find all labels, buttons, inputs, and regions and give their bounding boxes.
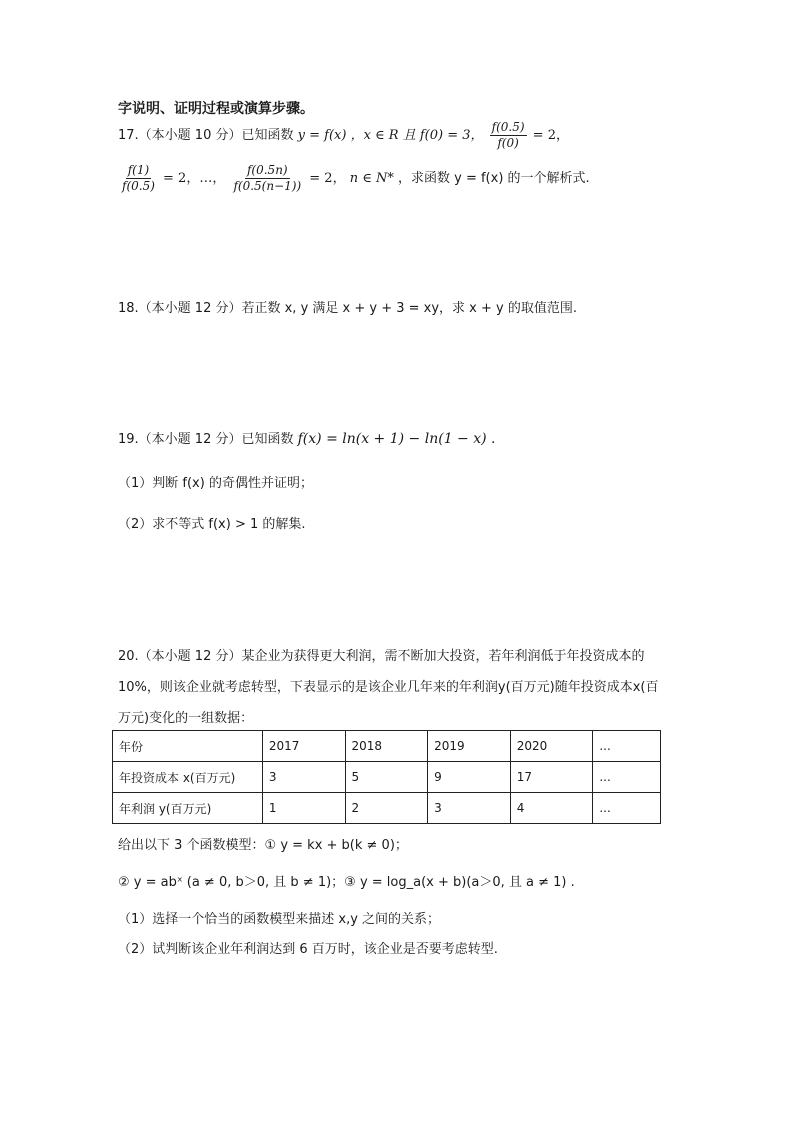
- table-cell: ...: [593, 731, 661, 762]
- question-18: 18.（本小题 12 分）若正数 x, y 满足 x + y + 3 = xy，求 x + y 的取值范围.: [118, 301, 577, 316]
- table-cell: ...: [593, 762, 661, 793]
- q17-eq1: = 2，: [532, 128, 569, 143]
- question-20-line2: 10%，则该企业就考虑转型，下表显示的是该企业几年来的年利润y(百万元)随年投资成本x(百: [118, 680, 659, 695]
- q17-frac3-num: f(0.5n): [246, 163, 288, 177]
- q17-eq3: = 2，: [309, 171, 346, 186]
- q17-frac2: [120, 163, 157, 194]
- table-cell: 2020: [510, 731, 593, 762]
- table-cell: 年投资成本 x(百万元): [113, 762, 263, 793]
- table-row: [113, 731, 661, 762]
- question-19-part2: （2）求不等式 f(x) > 1 的解集.: [118, 517, 306, 532]
- q17-tail: ，求函数 y = f(x) 的一个解析式.: [398, 171, 590, 186]
- question-20-part1: （1）选择一个恰当的函数模型来描述 x,y 之间的关系；: [118, 912, 441, 927]
- table-cell: 4: [510, 793, 593, 824]
- section-heading: 字说明、证明过程或演算步骤。: [118, 101, 314, 117]
- q17-frac3-den: f(0.5(n−1)): [233, 179, 302, 193]
- table-cell: 年份: [113, 731, 263, 762]
- q17-frac2-den: f(0.5): [122, 179, 155, 193]
- q17-frac2-num: f(1): [127, 163, 150, 177]
- table-cell: 2: [345, 793, 428, 824]
- question-19-line1: [118, 428, 496, 447]
- q17-func: y = f(x): [297, 128, 347, 143]
- table-cell: ...: [593, 793, 661, 824]
- table-cell: 2017: [262, 731, 345, 762]
- q19-func: f(x) = ln(x + 1) − ln(1 − x) .: [297, 431, 496, 447]
- table-cell: 2018: [345, 731, 428, 762]
- q17-cond2: n ∈ N*: [349, 171, 394, 186]
- table-cell: 17: [510, 762, 593, 793]
- question-20-models-line2: ② y = abˣ (a ≠ 0, b＞0, 且 b ≠ 1)；③ y = log_a(x + b)(a＞0, 且 a ≠ 1) .: [118, 875, 575, 890]
- table-cell: 年利润 y(百万元): [113, 793, 263, 824]
- table-cell: 9: [428, 762, 511, 793]
- q19-prefix: 19.（本小题 12 分）已知函数: [118, 432, 294, 447]
- table-cell: 3: [262, 762, 345, 793]
- table-cell: 5: [345, 762, 428, 793]
- table-cell: 3: [428, 793, 511, 824]
- question-19-part1: （1）判断 f(x) 的奇偶性并证明；: [118, 476, 313, 491]
- data-table: [112, 730, 661, 824]
- q17-eq2: = 2，…，: [163, 171, 226, 186]
- question-20-part2: （2）试判断该企业年利润达到 6 百万时，该企业是否要考虑转型.: [118, 942, 498, 957]
- table-row: [113, 793, 661, 824]
- question-17-line2: [118, 163, 590, 194]
- q17-prefix: 17.（本小题 10 分）已知函数: [118, 128, 294, 143]
- table-cell: 1: [262, 793, 345, 824]
- q17-frac1: [490, 120, 527, 151]
- table-row: [113, 762, 661, 793]
- table-cell: 2019: [428, 731, 511, 762]
- question-20-models-intro: 给出以下 3 个函数模型：① y = kx + b(k ≠ 0)；: [118, 838, 408, 853]
- question-17-line1: [118, 120, 569, 151]
- q17-frac1-num: f(0.5): [491, 120, 525, 134]
- q17-frac3: [231, 163, 303, 194]
- q17-cond1: ，x ∈ R 且 f(0) = 3，: [350, 128, 484, 143]
- question-20-line1: 20.（本小题 12 分）某企业为获得更大利润，需不断加大投资，若年利润低于年投资成本的: [118, 649, 645, 664]
- q17-frac1-den: f(0): [497, 136, 519, 150]
- question-20-line3: 万元)变化的一组数据：: [118, 711, 254, 726]
